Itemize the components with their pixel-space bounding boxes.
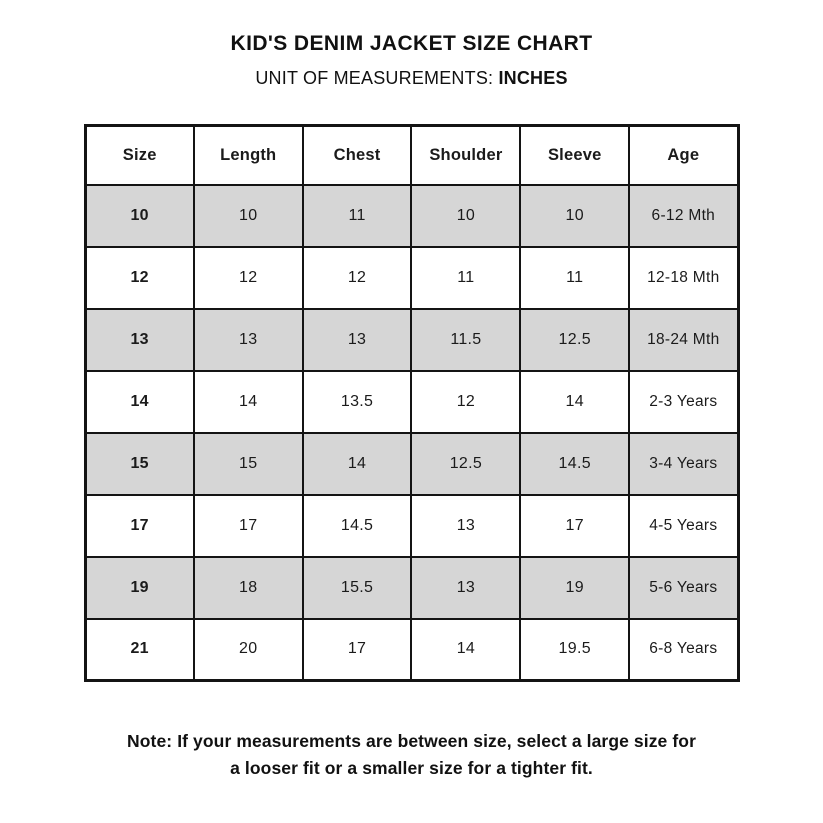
note-text xyxy=(0,728,823,782)
cell-size: 15 xyxy=(85,433,194,495)
cell-shoulder: 13 xyxy=(411,557,520,619)
table-row-size-10 xyxy=(85,185,738,247)
cell-sleeve: 10 xyxy=(520,185,629,247)
table-row-size-21 xyxy=(85,619,738,681)
cell-size: 19 xyxy=(85,557,194,619)
cell-size: 12 xyxy=(85,247,194,309)
note-line-1: Note: If your measurements are between size, select a large size for xyxy=(127,731,696,751)
cell-shoulder: 11.5 xyxy=(411,309,520,371)
cell-chest: 11 xyxy=(303,185,412,247)
cell-age: 12-18 Mth xyxy=(629,247,738,309)
column-header-length: Length xyxy=(194,126,303,185)
cell-sleeve: 14.5 xyxy=(520,433,629,495)
table-row-size-19 xyxy=(85,557,738,619)
cell-size: 21 xyxy=(85,619,194,681)
unit-label: UNIT OF MEASUREMENTS: xyxy=(255,68,494,88)
cell-shoulder: 13 xyxy=(411,495,520,557)
cell-chest: 15.5 xyxy=(303,557,412,619)
cell-shoulder: 12 xyxy=(411,371,520,433)
cell-length: 12 xyxy=(194,247,303,309)
cell-size: 13 xyxy=(85,309,194,371)
cell-sleeve: 14 xyxy=(520,371,629,433)
cell-sleeve: 19.5 xyxy=(520,619,629,681)
column-header-shoulder: Shoulder xyxy=(411,126,520,185)
table-row-size-13 xyxy=(85,309,738,371)
cell-length: 14 xyxy=(194,371,303,433)
cell-sleeve: 19 xyxy=(520,557,629,619)
cell-age: 2-3 Years xyxy=(629,371,738,433)
cell-age: 4-5 Years xyxy=(629,495,738,557)
cell-size: 17 xyxy=(85,495,194,557)
column-header-size: Size xyxy=(85,126,194,185)
page-subtitle xyxy=(0,67,823,89)
page-title: KID'S DENIM JACKET SIZE CHART xyxy=(230,32,593,55)
cell-chest: 14 xyxy=(303,433,412,495)
cell-shoulder: 12.5 xyxy=(411,433,520,495)
cell-length: 13 xyxy=(194,309,303,371)
column-header-chest: Chest xyxy=(303,126,412,185)
cell-chest: 17 xyxy=(303,619,412,681)
cell-age: 5-6 Years xyxy=(629,557,738,619)
cell-chest: 13.5 xyxy=(303,371,412,433)
column-header-age: Age xyxy=(629,126,738,185)
table-row-size-17 xyxy=(85,495,738,557)
cell-shoulder: 11 xyxy=(411,247,520,309)
cell-length: 10 xyxy=(194,185,303,247)
table-row-size-12 xyxy=(85,247,738,309)
cell-chest: 14.5 xyxy=(303,495,412,557)
cell-length: 20 xyxy=(194,619,303,681)
cell-size: 10 xyxy=(85,185,194,247)
note-line-2: a looser fit or a smaller size for a tighter fit. xyxy=(230,758,593,778)
column-header-sleeve: Sleeve xyxy=(520,126,629,185)
cell-sleeve: 17 xyxy=(520,495,629,557)
cell-sleeve: 12.5 xyxy=(520,309,629,371)
cell-length: 17 xyxy=(194,495,303,557)
header-row xyxy=(85,126,738,185)
cell-length: 15 xyxy=(194,433,303,495)
cell-shoulder: 14 xyxy=(411,619,520,681)
cell-age: 18-24 Mth xyxy=(629,309,738,371)
size-chart-table xyxy=(84,124,740,682)
cell-chest: 12 xyxy=(303,247,412,309)
cell-age: 6-8 Years xyxy=(629,619,738,681)
unit-value: INCHES xyxy=(498,68,568,88)
cell-chest: 13 xyxy=(303,309,412,371)
cell-size: 14 xyxy=(85,371,194,433)
cell-age: 3-4 Years xyxy=(629,433,738,495)
table-row-size-14 xyxy=(85,371,738,433)
cell-sleeve: 11 xyxy=(520,247,629,309)
cell-length: 18 xyxy=(194,557,303,619)
cell-age: 6-12 Mth xyxy=(629,185,738,247)
table-row-size-15 xyxy=(85,433,738,495)
cell-shoulder: 10 xyxy=(411,185,520,247)
